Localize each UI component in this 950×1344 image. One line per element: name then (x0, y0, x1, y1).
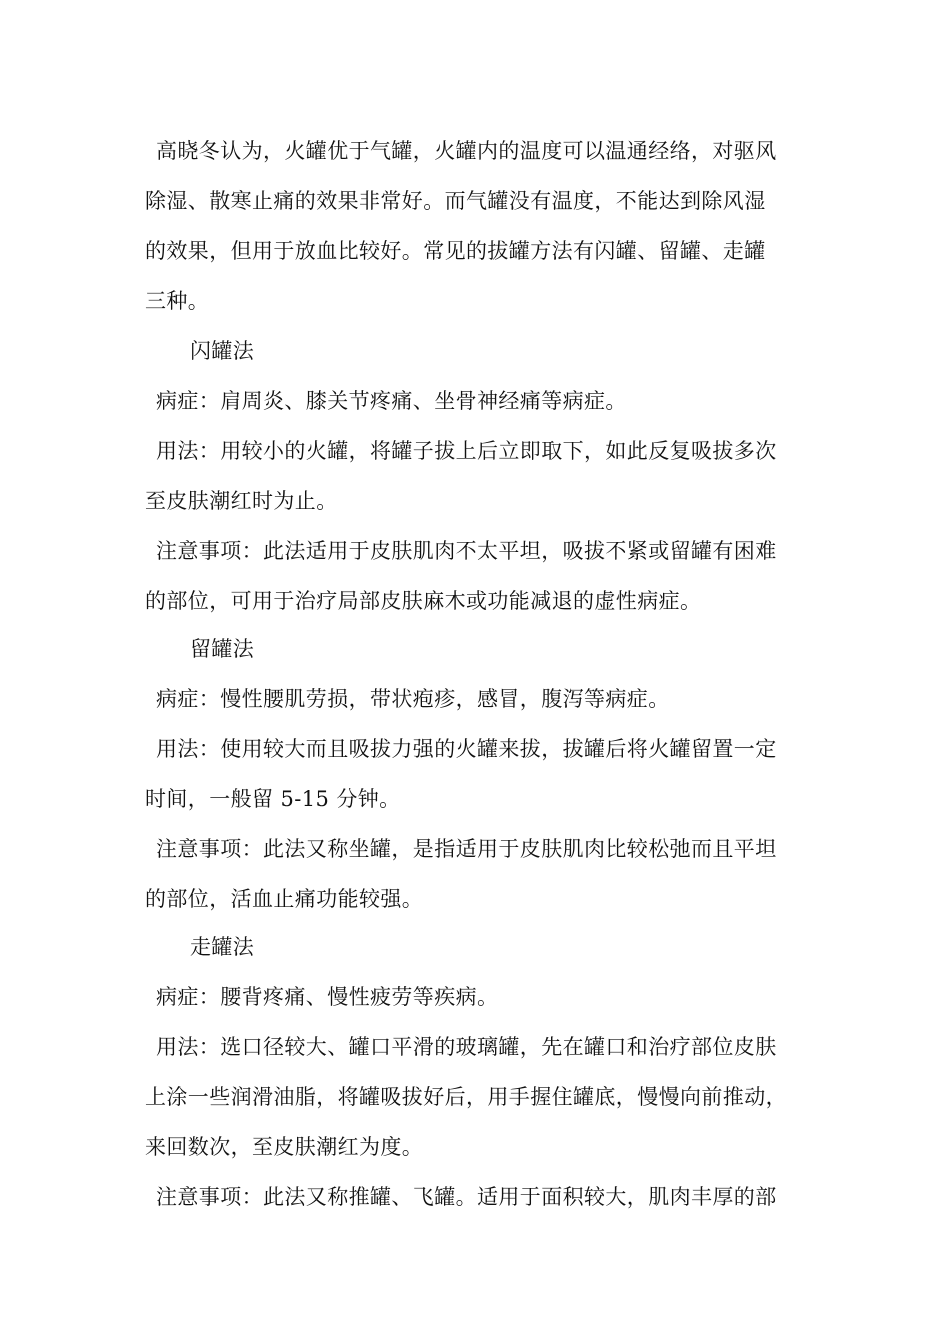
flash-usage-line-2: 至皮肤潮红时为止。 (145, 489, 338, 513)
flash-indication: 病症：肩周炎、膝关节疼痛、坐骨神经痛等病症。 (156, 389, 627, 413)
retain-heading: 留罐法 (190, 637, 255, 661)
walk-usage-line-1: 用法：选口径较大、罐口平滑的玻璃罐，先在罐口和治疗部位皮肤 (156, 1035, 777, 1059)
walk-usage-line-3: 来回数次，至皮肤潮红为度。 (145, 1135, 424, 1159)
intro-line-4: 三种。 (145, 289, 210, 313)
intro-line-3: 的效果，但用于放血比较好。常见的拔罐方法有闪罐、留罐、走罐 (145, 239, 766, 263)
retain-usage-line-1: 用法：使用较大而且吸拔力强的火罐来拔，拔罐后将火罐留置一定 (156, 737, 777, 761)
walk-usage-line-2: 上涂一些润滑油脂，将罐吸拔好后，用手握住罐底，慢慢向前推动， (145, 1085, 787, 1109)
retain-notes-line-2: 的部位，活血止痛功能较强。 (145, 887, 424, 911)
retain-indication: 病症：慢性腰肌劳损，带状疱疹，感冒，腹泻等病症。 (156, 687, 670, 711)
intro-line-1: 高晓冬认为，火罐优于气罐，火罐内的温度可以温通经络，对驱风 (156, 139, 777, 163)
walk-heading: 走罐法 (190, 935, 255, 959)
walk-notes-line-1: 注意事项：此法又称推罐、飞罐。适用于面积较大，肌肉丰厚的部 (156, 1185, 777, 1209)
flash-usage-line-1: 用法：用较小的火罐，将罐子拔上后立即取下，如此反复吸拔多次 (156, 439, 777, 463)
retain-usage-line-2: 时间，一般留 5-15 分钟。 (145, 787, 401, 811)
flash-notes-line-1: 注意事项：此法适用于皮肤肌肉不太平坦，吸拔不紧或留罐有困难 (156, 539, 777, 563)
walk-indication: 病症：腰背疼痛、慢性疲劳等疾病。 (156, 985, 499, 1009)
flash-notes-line-2: 的部位，可用于治疗局部皮肤麻木或功能减退的虚性病症。 (145, 589, 702, 613)
flash-heading: 闪罐法 (190, 339, 255, 363)
retain-notes-line-1: 注意事项：此法又称坐罐，是指适用于皮肤肌肉比较松弛而且平坦 (156, 837, 777, 861)
intro-line-2: 除湿、散寒止痛的效果非常好。而气罐没有温度，不能达到除风湿 (145, 189, 766, 213)
